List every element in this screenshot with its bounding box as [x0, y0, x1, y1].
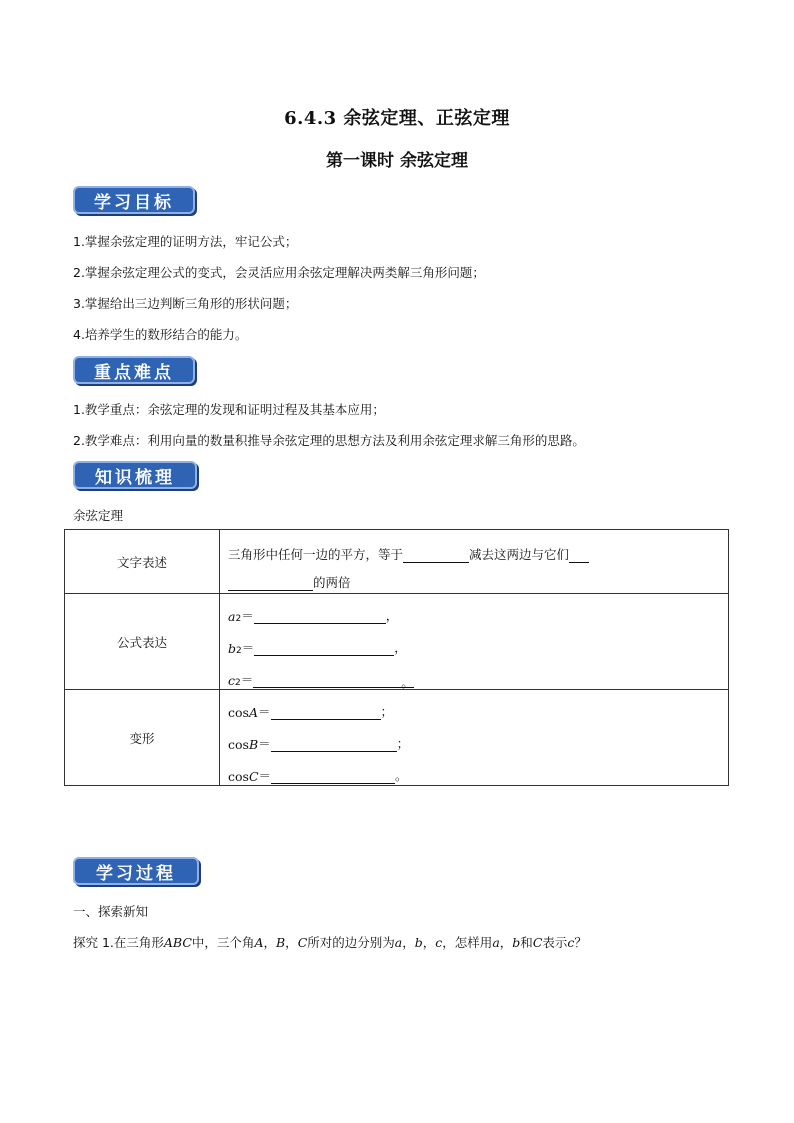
fill-blank[interactable]	[254, 641, 394, 656]
formula-var: a	[228, 608, 236, 624]
angle-var: C	[248, 768, 259, 784]
fill-blank[interactable]	[254, 609, 386, 624]
section-heading: 一、探索新知	[73, 904, 149, 919]
text-run: 和	[520, 935, 533, 950]
math-var: a	[492, 935, 500, 950]
fill-blank[interactable]	[569, 548, 589, 563]
cos-function: cos	[228, 736, 249, 752]
text-run: ，	[422, 935, 436, 950]
exponent: 2	[235, 613, 242, 624]
objective-item: 1.掌握余弦定理的证明方法，牢记公式；	[73, 234, 298, 249]
statement-part: 的两倍	[313, 574, 351, 590]
exponent: 2	[236, 645, 242, 656]
row-label-text: 文字表述	[65, 530, 220, 594]
fill-blank[interactable]	[253, 673, 401, 688]
math-var: C	[532, 935, 543, 950]
cos-function: cos	[228, 768, 249, 784]
badge-learning-objectives: 学习目标	[73, 186, 195, 214]
formula-cell	[220, 594, 729, 690]
equals-sign: ＝	[241, 607, 254, 623]
equals-sign: ＝	[257, 703, 271, 719]
math-var: C	[297, 935, 308, 950]
text-run: ，	[263, 935, 276, 950]
table-row	[65, 530, 729, 594]
objective-item: 2.掌握余弦定理公式的变式，会灵活应用余弦定理解决两类解三角形问题；	[73, 265, 485, 280]
fill-blank[interactable]	[271, 769, 395, 784]
fill-blank[interactable]	[271, 737, 397, 752]
cos-function: cos	[228, 704, 249, 720]
text-run: 所对的边分别为	[307, 935, 395, 950]
equals-sign: ＝	[240, 671, 254, 687]
math-var: b	[414, 935, 423, 950]
formula-var: b	[228, 640, 237, 656]
angle-var: B	[248, 736, 259, 752]
punctuation: 。	[401, 674, 414, 690]
equals-sign: ＝	[258, 735, 271, 751]
punctuation: ，	[385, 607, 399, 623]
angle-var: A	[248, 704, 258, 720]
text-run: ，	[499, 935, 513, 950]
text-run: 表示	[542, 935, 568, 950]
exponent: 2	[235, 677, 241, 688]
math-var: A	[254, 935, 264, 950]
math-var: c	[567, 935, 575, 950]
punctuation: ；	[380, 703, 394, 719]
equals-sign: ＝	[258, 767, 272, 783]
statement-part: 减去这两边与它们	[469, 546, 570, 562]
text-run: ，	[402, 935, 415, 950]
text-statement-cell	[220, 530, 729, 594]
math-var: b	[512, 935, 521, 950]
text-run: ？	[574, 935, 587, 950]
fill-blank[interactable]	[271, 705, 381, 720]
punctuation: 。	[395, 767, 408, 783]
objective-item: 3.掌握给出三边判断三角形的形状问题；	[73, 296, 298, 311]
row-label-variant: 变形	[65, 690, 220, 786]
fill-blank[interactable]	[228, 576, 313, 591]
variant-cell	[220, 690, 729, 786]
badge-key-points: 重点难点	[73, 356, 195, 384]
page-title: 6.4.3 余弦定理、正弦定理	[284, 108, 510, 129]
math-var: a	[394, 935, 403, 950]
row-label-formula: 公式表达	[65, 594, 220, 690]
text-run: 中，三个角	[191, 935, 255, 950]
lesson-subtitle: 第一课时 余弦定理	[326, 151, 468, 171]
math-var: ABC	[163, 935, 192, 950]
text-run: ，怎样用	[442, 935, 493, 950]
key-point-item: 1.教学重点：余弦定理的发现和证明过程及其基本应用；	[73, 402, 385, 417]
punctuation: ；	[396, 735, 410, 751]
math-var: B	[275, 935, 286, 950]
statement-part: 三角形中任何一边的平方，等于	[228, 546, 404, 562]
text-run: 探究 1.在三角形	[73, 935, 164, 950]
table-caption: 余弦定理	[73, 508, 124, 523]
objective-item: 4.培养学生的数形结合的能力。	[73, 327, 248, 342]
text-run: ，	[285, 935, 298, 950]
formula-var: c	[228, 672, 236, 688]
table-row	[65, 690, 729, 786]
punctuation: ，	[394, 639, 407, 655]
math-var: c	[435, 935, 443, 950]
explore-question	[73, 933, 587, 951]
cosine-law-table	[64, 529, 729, 786]
equals-sign: ＝	[241, 639, 255, 655]
badge-learning-process: 学习过程	[73, 857, 199, 885]
badge-knowledge-review: 知识梳理	[73, 461, 197, 489]
fill-blank[interactable]	[403, 548, 469, 563]
key-point-item: 2.教学难点：利用向量的数量积推导余弦定理的思想方法及利用余弦定理求解三角形的思路。	[73, 433, 585, 448]
table-row	[65, 594, 729, 690]
